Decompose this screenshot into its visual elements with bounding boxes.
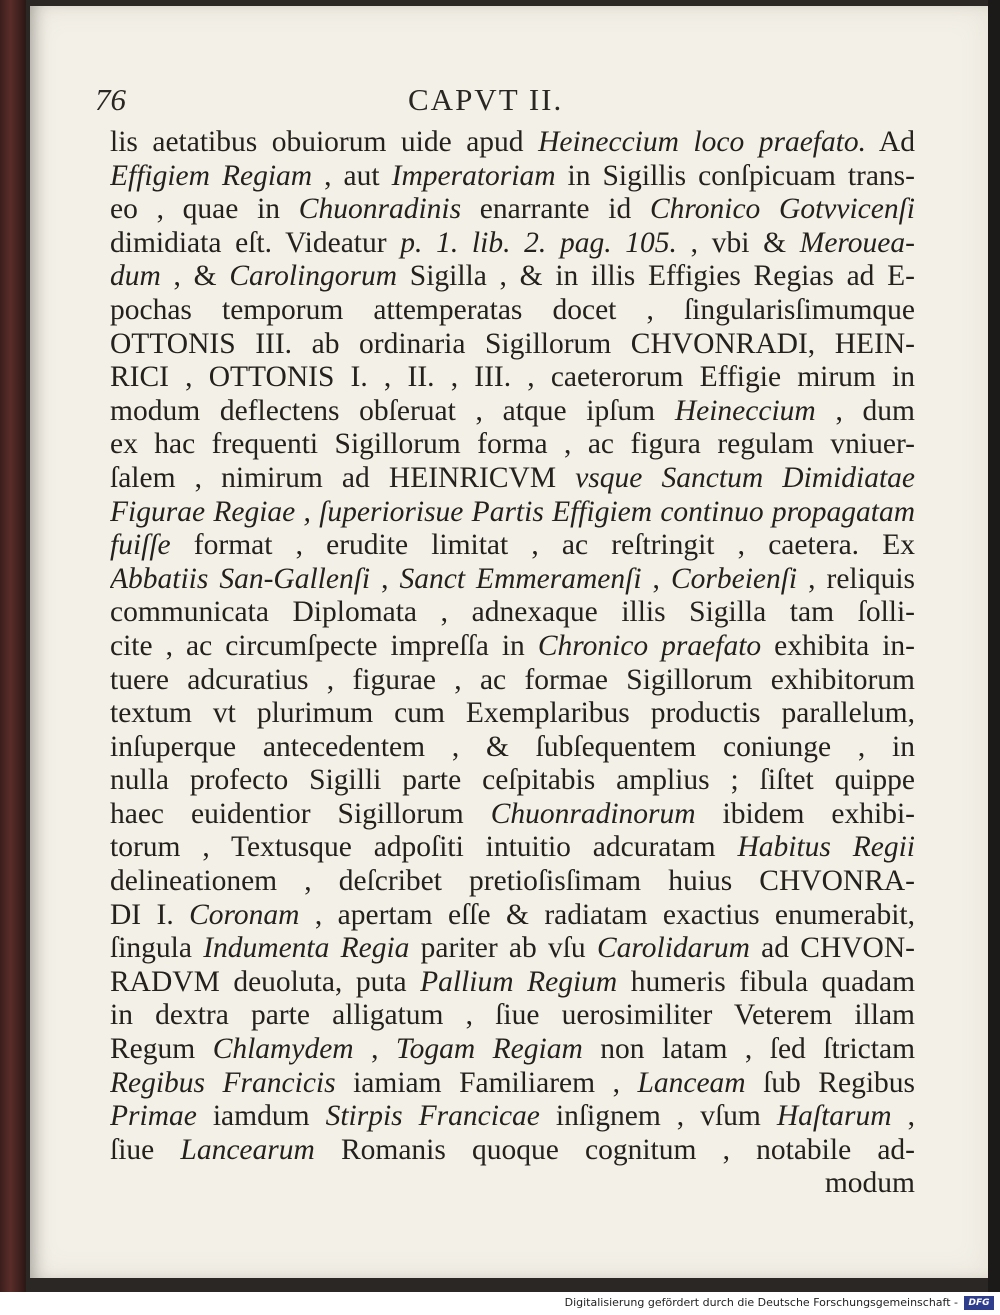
roman-text: , dum [815,394,915,427]
roman-text: delineationem , deſcribet pretioſisſimam huius CHVONRA- [110,865,915,898]
page-number: 76 [95,82,126,117]
roman-text: humeris fibula quadam [617,965,915,998]
roman-text: in Sigillis conſpicuam trans- [555,159,915,192]
dfg-logo-icon: DFG [964,1296,994,1310]
italic-text: Coronam [189,898,300,931]
roman-text: , [891,1100,915,1133]
body-text [110,126,915,1201]
roman-text: inſignem , vſum [539,1100,777,1133]
footer-bar [0,1292,1000,1315]
roman-text: ſalem , nimirum ad HEINRICVM [110,461,576,494]
roman-text: ibidem exhibi- [695,797,915,830]
text-line [110,999,915,1033]
italic-text: Chlamydem [212,1033,354,1066]
italic-text: Togam Regiam [395,1033,583,1066]
roman-text: iamiam Familiarem , [335,1066,638,1099]
italic-text: Regibus Francicis [110,1066,336,1099]
italic-text: Chronico praefato [537,629,762,662]
italic-text: Lanceam [637,1066,746,1099]
italic-text: Heineccium loco praefato. [538,126,867,158]
chapter-title: CAPVT II. [408,82,564,117]
roman-text: , [641,562,671,595]
page-edge [988,0,1000,1292]
text-line [110,1033,915,1067]
italic-text: Haſtarum [776,1100,892,1133]
roman-text: tuere adcuratius , figurae , ac formae Sigillorum exhibitorum [110,663,915,696]
text-line [110,395,915,429]
italic-text: Merouea- [799,226,915,259]
text-line [110,664,915,698]
text-line [110,428,915,462]
roman-text: , [353,1033,396,1066]
text-line [110,697,915,731]
roman-text: , aut [312,159,392,192]
roman-text: RICI , OTTONIS I. , II. , III. , caeterorum Effigie mirum in [110,361,915,394]
italic-text: dum [110,260,161,293]
roman-text: dimidiata eſt. Videatur [110,226,401,259]
roman-text: Sigilla , & in illis Effigies Regias ad E- [397,260,915,293]
text-line [110,260,915,294]
italic-text: Chuonradinorum [490,797,696,830]
roman-text: ſiue [110,1133,181,1166]
italic-text: Heineccium [674,394,816,427]
roman-text: ſingula [110,932,204,965]
italic-text: Habitus Regii [737,831,915,864]
roman-text: non latam , ſed ſtrictam [582,1033,915,1066]
text-line [110,1134,915,1168]
roman-text: communicata Diplomata , adnexaque illis Sigilla tam ſolli- [110,596,915,629]
text-line [110,328,915,362]
italic-text: Corbeienſi [670,562,798,595]
roman-text: cite , ac circumſpecte impreſſa in [110,629,538,662]
roman-text: Regum [110,1033,213,1066]
text-line [110,596,915,630]
italic-text: Effigiem Regiam [110,159,313,192]
book-spine [0,0,26,1292]
roman-text: textum vt plurimum cum Exemplaribus productis parallelum, [110,697,915,730]
roman-text: exhibita in- [761,629,915,662]
text-line [110,1100,915,1134]
italic-text: p. 1. lib. 2. pag. 105. [400,226,677,259]
roman-text: Ad [866,126,915,158]
roman-text: OTTONIS III. ab ordinaria Sigillorum CHVONRADI, HEIN- [110,327,915,360]
italic-text: Primae [110,1100,197,1133]
italic-text: Pallium Regium [420,965,618,998]
roman-text: pochas temporum attemperatas docet , ſingularisſimumque [110,293,915,326]
roman-text: , reliquis [797,562,915,595]
roman-text: enarrante id [461,193,650,226]
text-line [110,1067,915,1101]
roman-text: inſuperque antecedentem , & ſubſequentem coniunge , in [110,730,915,763]
italic-text: Imperatoriam [391,159,556,192]
roman-text: RADVM deuoluta, puta [110,965,421,998]
text-line [110,865,915,899]
text-line [110,496,915,530]
text-line [110,361,915,395]
text-line [110,193,915,227]
roman-text: nulla profecto Sigilli parte ceſpitabis amplius ; ſiſtet quippe [110,764,915,797]
roman-text: pariter ab vſu [409,932,597,965]
italic-text: Stirpis Francicae [325,1100,540,1133]
text-line [110,899,915,933]
italic-text: Carolingorum [229,260,398,293]
italic-text: fuiſſe [110,529,171,562]
italic-text: vsque Sanctum Dimidiatae [575,461,915,494]
text-line [110,630,915,664]
text-line [110,932,915,966]
text-line [110,529,915,563]
roman-text: , [370,562,400,595]
italic-text: Sanct Emmeramenſi [399,562,642,595]
text-line [110,966,915,1000]
funding-credit: Digitalisierung gefördert durch die Deutsche Forschungsgemeinschaft - [564,1296,958,1309]
roman-text: ad CHVON- [749,932,915,965]
running-head [95,82,915,122]
catchword: modum [824,1167,915,1200]
italic-text: Abbatiis San-Gallenſi [110,562,371,595]
text-line [110,294,915,328]
italic-text: Lancearum [180,1133,315,1166]
italic-text: Figurae Regiae , ſuperiorisue Partis Effigiem continuo propagatam [110,495,915,528]
roman-text: in dextra parte alligatum , ſiue uerosimiliter Veterem illam [110,999,915,1032]
text-line [110,462,915,496]
text-line [110,126,915,160]
text-line [110,227,915,261]
roman-text: lis aetatibus obuiorum uide apud [110,126,539,158]
roman-text: , vbi & [676,226,800,259]
roman-text: ſub Regibus [745,1066,915,1099]
italic-text: Carolidarum [596,932,750,965]
italic-text: Chronico Gotvvicenſi [649,193,915,226]
roman-text: , apertam eſſe & radiatam exactius enumerabit, [299,898,915,931]
text-line [110,764,915,798]
italic-text: Indumenta Regia [203,932,410,965]
roman-text: Romanis quoque cognitum , notabile ad- [314,1133,915,1166]
roman-text: modum deflectens obſeruat , atque ipſum [110,394,675,427]
roman-text: ex hac frequenti Sigillorum forma , ac figura regulam vniuer- [110,428,915,461]
text-line [110,731,915,765]
roman-text: , & [160,260,230,293]
italic-text: Chuonradinis [298,193,462,226]
text-line [110,160,915,194]
roman-text: DI I. [110,898,190,931]
roman-text: eo , quae in [110,193,299,226]
roman-text: format , erudite limitat , ac reſtringit , caetera. Ex [170,529,915,562]
roman-text: iamdum [196,1100,326,1133]
text-line [110,563,915,597]
text-line [110,831,915,865]
roman-text: torum , Textusque adpoſiti intuitio adcuratam [110,831,738,864]
text-line [110,798,915,832]
roman-text: haec euidentior Sigillorum [110,797,491,830]
